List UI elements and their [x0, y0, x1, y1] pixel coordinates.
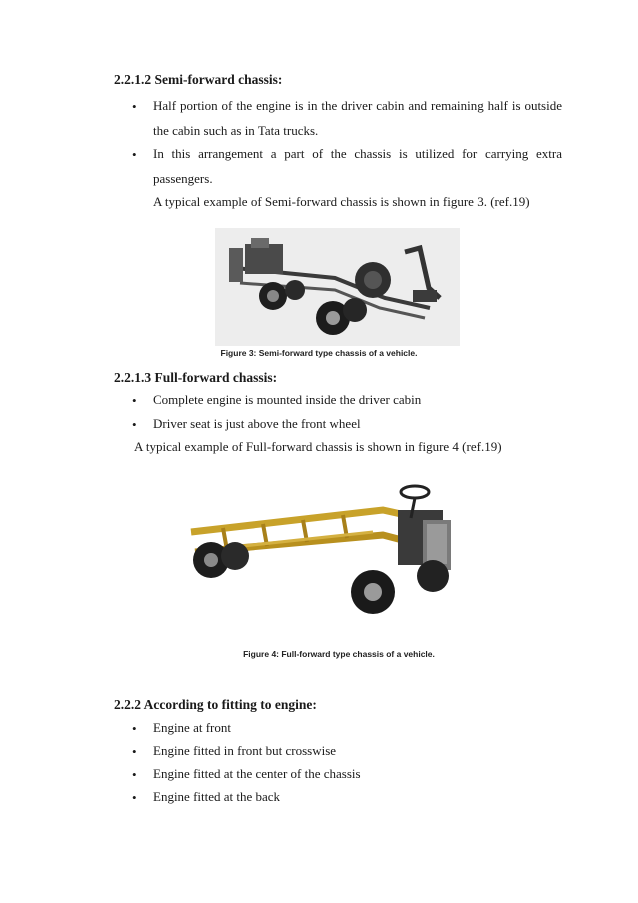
bullet-dot: • [132, 393, 137, 408]
section-heading-engine-fitting: 2.2.2 According to fitting to engine: [114, 697, 317, 712]
bullet-text: Complete engine is mounted inside the driver cabin [153, 392, 422, 407]
bullet-dot: • [132, 417, 137, 432]
bullet-dot: • [132, 721, 137, 736]
bullet-text: In this arrangement a part of the chassis is utilized for carrying extra [153, 146, 562, 161]
list-item: Engine fitted at the back [153, 789, 281, 804]
heading-text: Full-forward chassis: [154, 370, 278, 385]
bullet-dot: • [132, 767, 137, 782]
section-heading-full-forward [114, 370, 277, 386]
bullet-dot: • [132, 147, 137, 162]
heading-number: 2.2.1.3 [114, 370, 152, 385]
bullet-dot: • [132, 790, 137, 805]
figure-4-caption: Figure 4: Full-forward type chassis of a vehicle. [243, 649, 435, 659]
bullet-dot: • [132, 99, 137, 114]
heading-text: Semi-forward chassis: [154, 72, 283, 87]
list-item: Engine fitted at the center of the chassis [153, 766, 361, 781]
bullet-text: Driver seat is just above the front wheel [153, 416, 361, 431]
figure-reference-text: A typical example of Full-forward chassis is shown in figure 4 (ref.19) [134, 439, 502, 454]
bullet-text-continued: the cabin such as in Tata trucks. [153, 123, 319, 138]
section-heading-semi-forward [114, 72, 282, 88]
heading-number: 2.2.1.2 [114, 72, 152, 87]
figure-3-image [215, 228, 460, 346]
bullet-dot: • [132, 744, 137, 759]
figure-reference-text: A typical example of Semi-forward chassis is shown in figure 3. (ref.19) [153, 194, 530, 209]
list-item: Engine at front [153, 720, 231, 735]
figure-3-caption: Figure 3: Semi-forward type chassis of a vehicle. [220, 348, 418, 358]
figure-4-image [183, 480, 473, 620]
bullet-text-continued: passengers. [153, 171, 213, 186]
bullet-text: Half portion of the engine is in the driver cabin and remaining half is outside [153, 98, 562, 113]
list-item: Engine fitted in front but crosswise [153, 743, 337, 758]
